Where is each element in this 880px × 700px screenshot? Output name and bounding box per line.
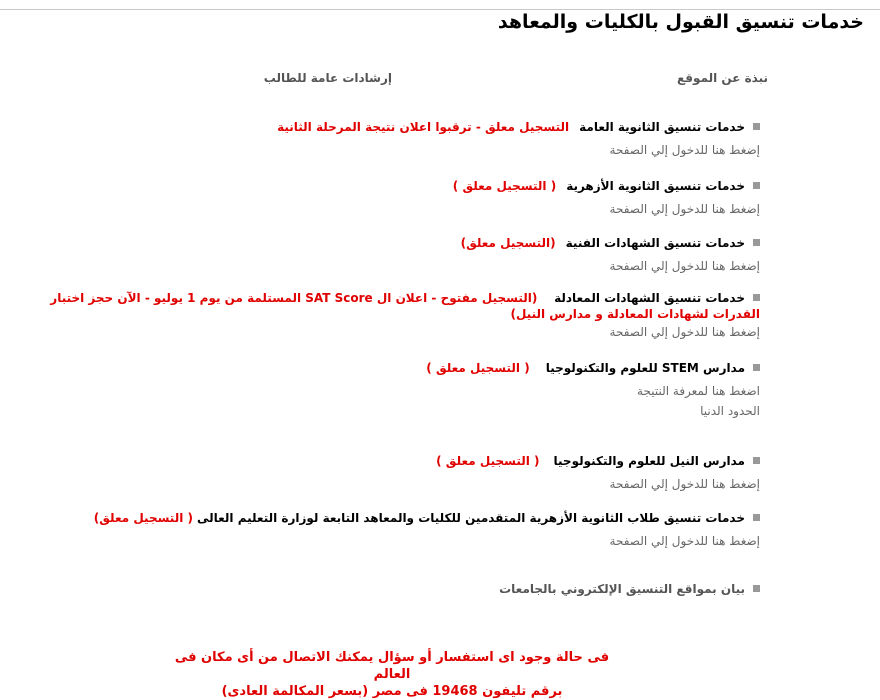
status-text: التسجيل معلق - ترقبوا اعلان نتيجة المرحلة الثانية — [277, 120, 570, 134]
bullet-icon — [753, 457, 760, 464]
contact-line-2: برقم تليفون 19468 فى مصر (بسعر المكالمة العادى) — [221, 684, 563, 699]
status-text: ( التسجيل معلق) — [93, 511, 193, 525]
contact-line-1: فى حالة وجود اى استفسار أو سؤال يمكنك الاتصال من أى مكان فى العالم — [174, 650, 610, 682]
service-title[interactable]: خدمات تنسيق الشهادات الفنية — [565, 236, 745, 250]
enter-page-link[interactable]: إضغط هنا للدخول إلي الصفحة — [609, 202, 760, 216]
enter-page-link[interactable]: إضغط هنا للدخول إلي الصفحة — [609, 143, 760, 157]
bullet-icon — [753, 585, 760, 592]
bullet-icon — [753, 364, 760, 371]
enter-page-link[interactable]: إضغط هنا للدخول إلي الصفحة — [609, 325, 760, 339]
status-text: (التسجيل معلق) — [460, 236, 556, 250]
service-title[interactable]: خدمات تنسيق الثانوية العامة — [579, 120, 745, 134]
status-text: ( التسجيل معلق ) — [436, 454, 540, 468]
status-text: ( التسجيل معلق ) — [452, 179, 557, 193]
service-item-azhar-higher-education — [94, 511, 760, 548]
service-title[interactable]: مدارس STEM للعلوم والتكنولوجيا — [545, 361, 745, 375]
service-title[interactable]: مدارس النيل للعلوم والتكنولوجيا — [553, 454, 745, 468]
page-title: خدمات تنسيق القبول بالكليات والمعاهد — [497, 11, 864, 33]
bullet-icon — [753, 514, 760, 521]
service-title[interactable]: خدمات تنسيق الشهادات المعادلة — [554, 291, 745, 305]
service-item-stem-schools — [426, 361, 760, 418]
status-text: (التسجيل مفتوح - اعلان ال SAT Score المستلمة من يوم 1 يوليو - الآن حجز اختبار القدرات لشهادات المعادلة و مدارس النيل) — [50, 291, 760, 321]
enter-page-link[interactable]: إضغط هنا للدخول إلي الصفحة — [609, 477, 760, 491]
top-divider — [0, 9, 880, 10]
student-guidance-link[interactable]: إرشادات عامة للطالب — [263, 71, 392, 85]
service-item-university-sites — [499, 582, 760, 596]
result-link[interactable]: اضغط هنا لمعرفة النتيجة — [637, 384, 760, 398]
enter-page-link[interactable]: إضغط هنا للدخول إلي الصفحة — [609, 259, 760, 273]
service-item-azhar-secondary — [453, 179, 760, 216]
minimum-scores-link[interactable]: الحدود الدنيا — [700, 404, 760, 418]
service-item-technical-certificates — [461, 236, 760, 273]
service-item-general-secondary — [277, 120, 760, 157]
status-text: ( التسجيل معلق ) — [426, 361, 530, 375]
bullet-icon — [753, 123, 760, 130]
service-title[interactable]: خدمات تنسيق طلاب الثانوية الأزهرية المتقدمين للكليات والمعاهد التابعة لوزارة التعليم العالى — [196, 511, 745, 525]
bullet-icon — [753, 239, 760, 246]
bullet-icon — [753, 182, 760, 189]
service-title[interactable]: بيان بمواقع التنسيق الإلكتروني بالجامعات — [499, 582, 745, 596]
about-site-link[interactable]: نبذة عن الموقع — [676, 71, 768, 85]
service-item-nile-schools — [436, 454, 760, 491]
service-title[interactable]: خدمات تنسيق الثانوية الأزهرية — [566, 179, 745, 193]
service-item-equivalent-certificates — [20, 290, 760, 339]
bullet-icon — [753, 294, 760, 301]
enter-page-link[interactable]: إضغط هنا للدخول إلي الصفحة — [609, 534, 760, 548]
